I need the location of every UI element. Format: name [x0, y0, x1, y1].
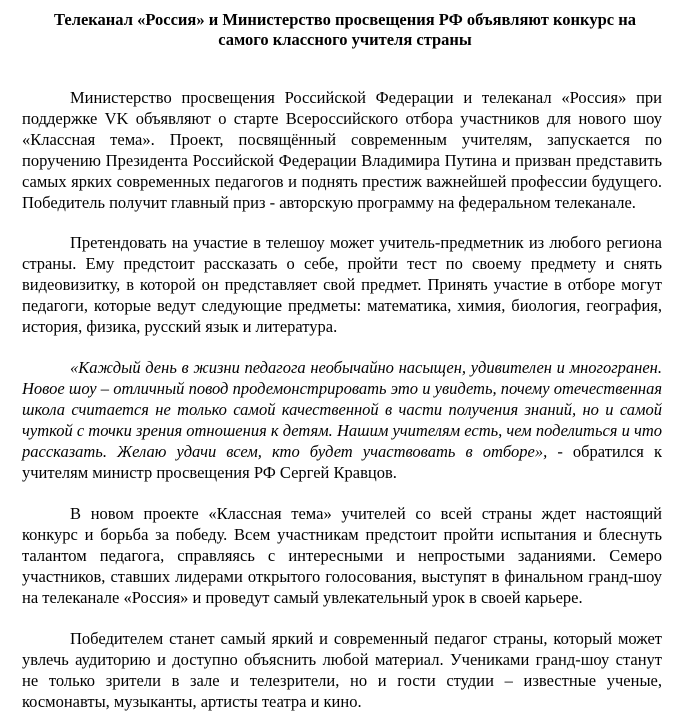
paragraph-competition: В новом проекте «Классная тема» учителей со всей страны ждет настоящий конкурс и борьба за победу. Всем участникам предстоит пройти испытания и блеснуть талантом педагога, справляясь с интересными и непростыми заданиями. Семеро участников, ставших лидерами открытого голосования, выступят в финальном гранд-шоу на телеканале «Россия» и проведут самый увлекательный урок в своей карьере.	[22, 504, 662, 607]
document-title: Телеканал «Россия» и Министерство просвещения РФ объявляют конкурс на самого классного учителя страны	[54, 10, 636, 49]
paragraph-announcement: Министерство просвещения Российской Федерации и телеканал «Россия» при поддержке VK объявляют о старте Всероссийского отбора участников для нового шоу «Классная тема». Проект, посвящённый современным учителям, запускается по поручению Президента Российской Федерации Владимира Путина и призван представить самых ярких современных педагогов и поднять престиж важнейшей профессии будущего. Победитель получит главный приз - авторскую программу на федеральном телеканале.	[22, 88, 662, 212]
paragraph-winner: Победителем станет самый яркий и современный педагог страны, который может увлечь аудиторию и доступно объяснить любой материал. Учениками гранд-шоу станут не только зрители в зале и телезрители, но и гости студии – известные ученые, космонавты, музыканты, артисты театра и кино.	[22, 629, 662, 711]
minister-quote: «Каждый день в жизни педагога необычайно насыщен, удивителен и многогранен. Новое шоу – отличный повод продемонстрировать это и увидеть, почему отечественная школа считается не только самой качественной в части получения знаний, но и самой чуткой с точки зрения отношения к детям. Нашим учителям есть, чем поделиться и что рассказать. Желаю удачи всем, кто будет участвовать в отборе»,	[22, 358, 662, 461]
document-page	[22, 10, 662, 712]
quote-attribution: - обратился к учителям министр просвещения РФ Сергей Кравцов.	[22, 442, 662, 482]
paragraph-quote	[22, 357, 662, 483]
paragraph-eligibility: Претендовать на участие в телешоу может учитель-предметник из любого региона страны. Ему предстоит рассказать о себе, пройти тест по своему предмету и снять видеовизитку, в которой он представляет свой предмет. Принять участие в отборе могут педагоги, которые ведут следующие предметы: математика, химия, биология, география, история, физика, русский язык и литература.	[22, 233, 662, 336]
